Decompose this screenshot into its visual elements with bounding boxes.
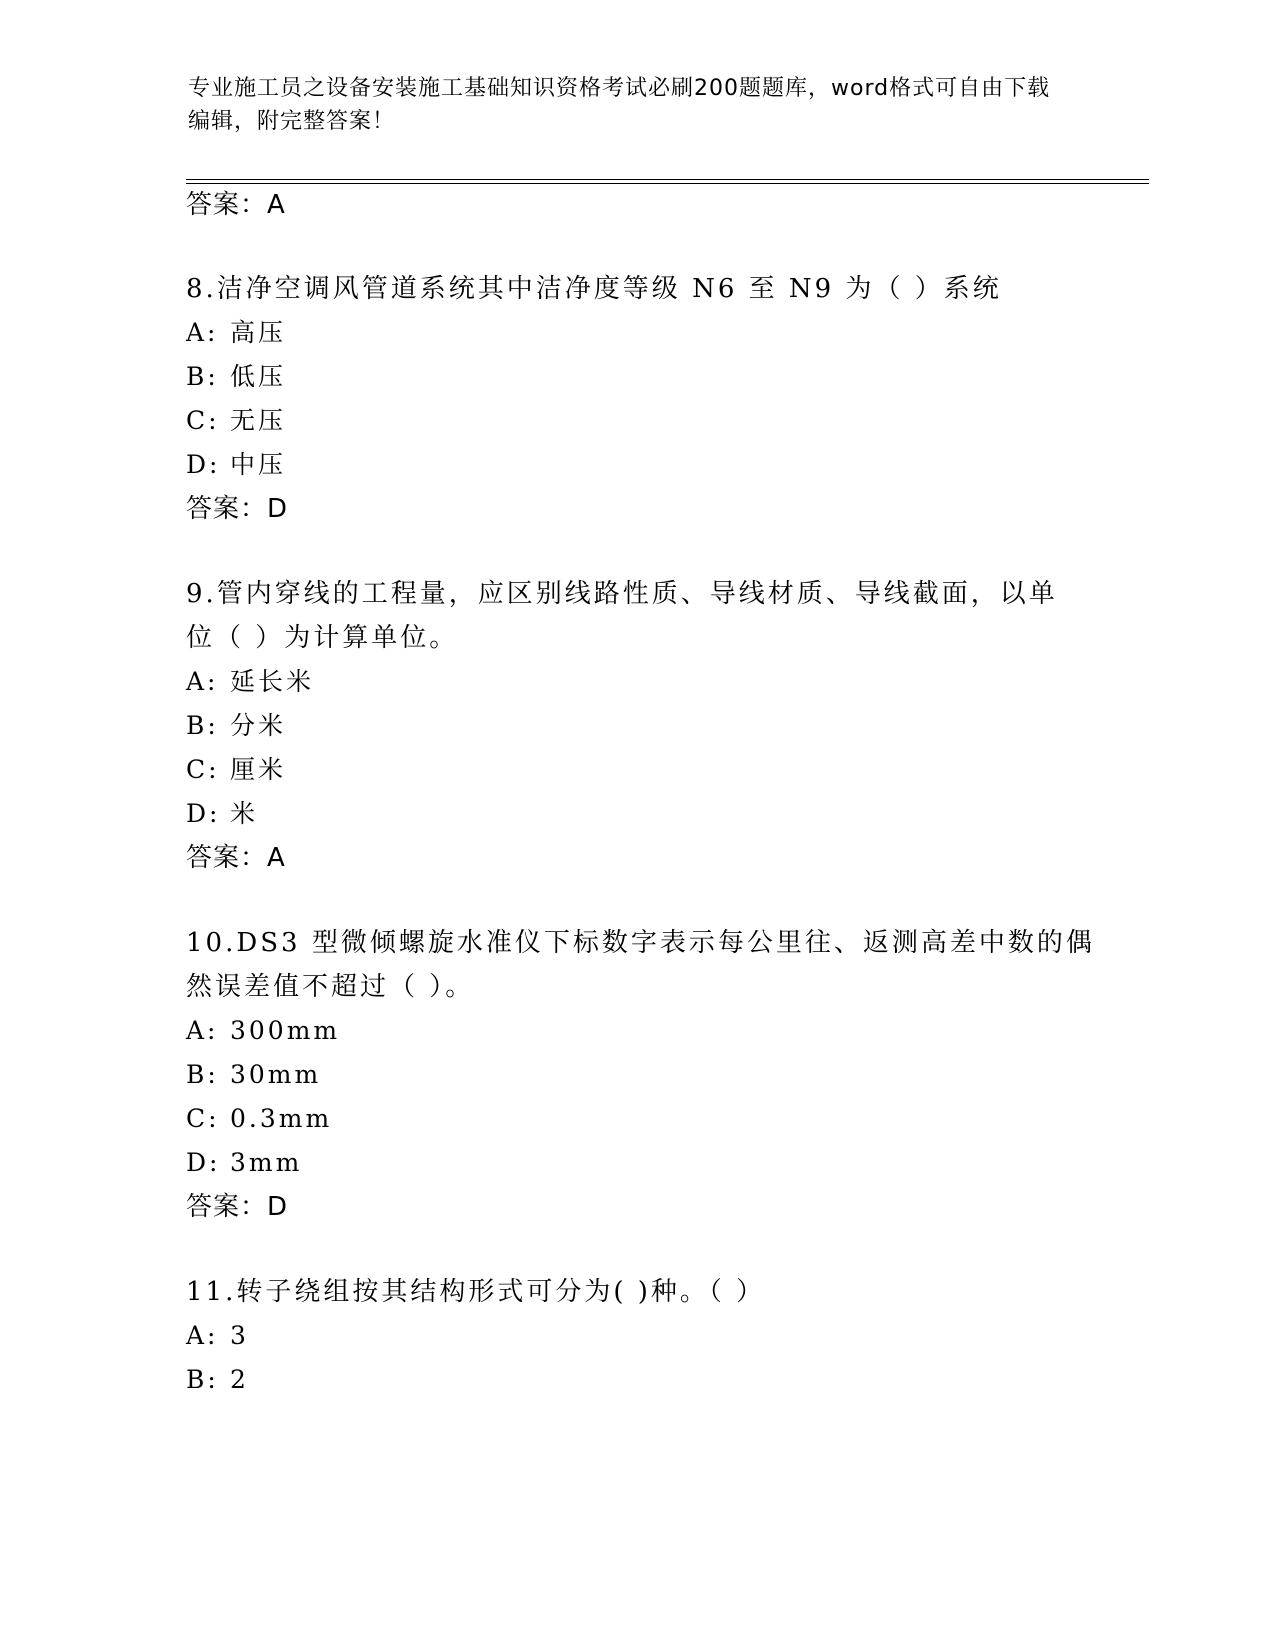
option-label: A: xyxy=(186,667,219,696)
option-text: 3mm xyxy=(230,1148,303,1177)
option-label: D: xyxy=(186,450,221,479)
option-text: 中压 xyxy=(230,450,287,479)
option-text: 低压 xyxy=(230,362,287,391)
question-10-answer: 答案：D xyxy=(186,1192,289,1222)
question-11-option-a xyxy=(186,1320,249,1352)
option-label: B: xyxy=(186,1060,219,1089)
option-label: D: xyxy=(186,1148,221,1177)
question-8-option-a xyxy=(186,317,286,349)
question-8-option-b xyxy=(186,361,286,393)
question-9-option-a xyxy=(186,666,314,698)
option-text: 厘米 xyxy=(230,755,287,784)
question-9-option-d xyxy=(186,798,258,830)
question-10-option-b xyxy=(186,1059,321,1091)
question-10-option-a xyxy=(186,1015,340,1047)
option-label: B: xyxy=(186,711,219,740)
question-8-answer: 答案：D xyxy=(186,494,289,524)
question-8-option-d xyxy=(186,449,286,481)
question-9-stem-line-1: 9.管内穿线的工程量，应区别线路性质、导线材质、导线截面，以单 xyxy=(186,579,1058,609)
question-9-answer: 答案：A xyxy=(186,843,286,873)
option-label: C: xyxy=(186,755,220,784)
option-text: 无压 xyxy=(230,406,287,435)
option-label: D: xyxy=(186,799,221,828)
option-text: 300mm xyxy=(230,1016,341,1045)
option-label: A: xyxy=(186,1321,219,1350)
option-label: B: xyxy=(186,1365,219,1394)
question-10-option-c xyxy=(186,1103,332,1135)
question-11-option-b xyxy=(186,1364,249,1396)
option-text: 3 xyxy=(230,1321,249,1350)
option-text: 0.3mm xyxy=(230,1104,333,1133)
option-text: 30mm xyxy=(230,1060,322,1089)
question-10-stem-line-1: 10.DS3 型微倾螺旋水准仪下标数字表示每公里往、返测高差中数的偶 xyxy=(186,928,1095,958)
question-8-stem: 8.洁净空调风管道系统其中洁净度等级 N6 至 N9 为（ ）系统 xyxy=(186,274,1002,304)
option-label: C: xyxy=(186,406,220,435)
question-9-stem-line-2: 位（ ）为计算单位。 xyxy=(186,623,459,653)
option-label: A: xyxy=(186,1016,219,1045)
option-text: 2 xyxy=(230,1365,249,1394)
question-9-option-b xyxy=(186,710,286,742)
question-10-stem-line-2: 然误差值不超过（ ）。 xyxy=(186,972,475,1002)
header-rule-bottom xyxy=(186,183,1149,184)
option-text: 延长米 xyxy=(230,667,315,696)
document-header: 专业施工员之设备安装施工基础知识资格考试必刷200题题库，word格式可自由下载编辑，附完整答案！ xyxy=(188,76,1051,134)
question-10-option-d xyxy=(186,1147,302,1179)
option-label: C: xyxy=(186,1104,220,1133)
option-label: A: xyxy=(186,318,219,347)
option-text: 分米 xyxy=(230,711,287,740)
question-9-option-c xyxy=(186,754,286,786)
option-text: 米 xyxy=(230,799,259,828)
question-11-stem: 11.转子绕组按其结构形式可分为( )种。（ ） xyxy=(186,1277,766,1307)
question-8-option-c xyxy=(186,405,286,437)
option-text: 高压 xyxy=(230,318,287,347)
option-label: B: xyxy=(186,362,219,391)
answer-previous: 答案：A xyxy=(186,190,286,220)
header-rule-top xyxy=(186,179,1149,180)
